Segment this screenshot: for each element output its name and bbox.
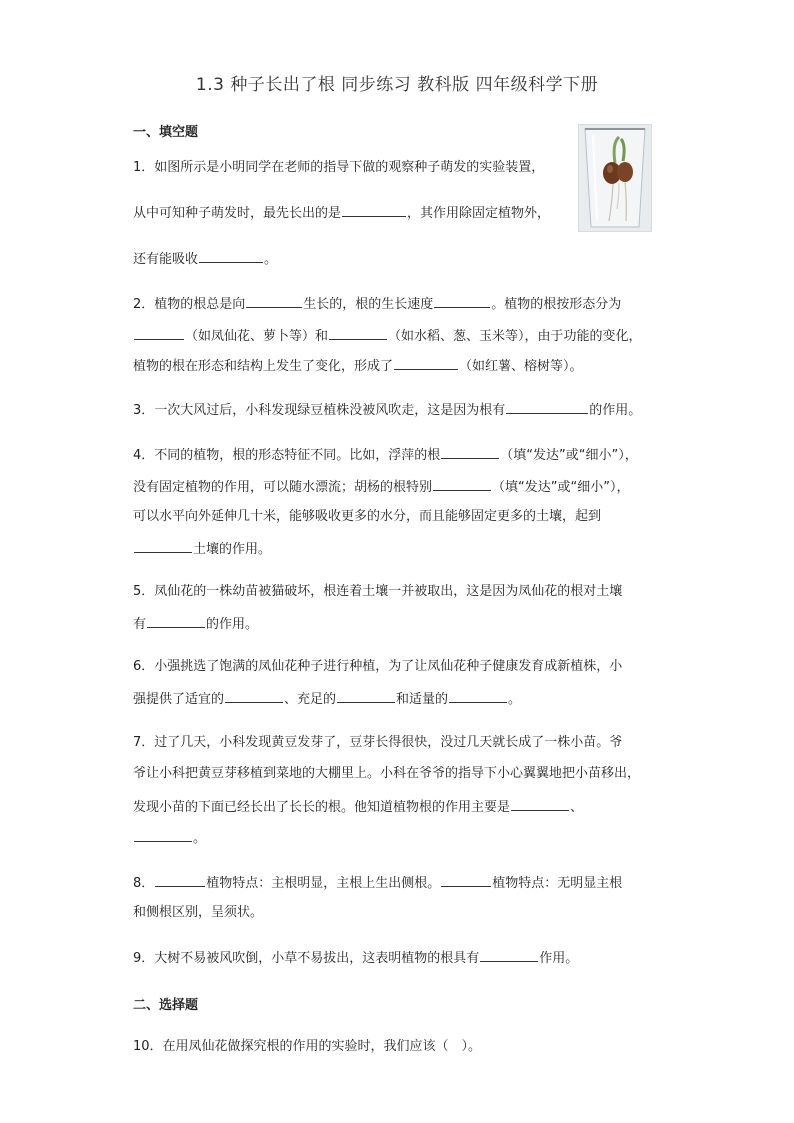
answer-blank[interactable] (246, 295, 302, 308)
answer-blank[interactable] (449, 690, 507, 703)
page-title: 1.3 种子长出了根 同步练习 教科版 四年级科学下册 (195, 75, 599, 95)
answer-blank[interactable] (441, 874, 491, 887)
answer-blank[interactable] (337, 690, 395, 703)
answer-blank[interactable] (480, 949, 538, 962)
answer-blank[interactable] (433, 478, 491, 491)
section-choice: 二、选择题 (133, 998, 199, 1013)
answer-blank[interactable] (134, 829, 192, 842)
answer-blank[interactable] (199, 250, 263, 263)
answer-blank[interactable] (134, 540, 192, 553)
seed-right (617, 162, 633, 182)
answer-blank[interactable] (394, 357, 458, 370)
germination-figure (578, 124, 652, 232)
answer-blank[interactable] (434, 295, 490, 308)
section-fill-blank: 一、填空题 (133, 125, 199, 140)
answer-blank[interactable] (134, 327, 184, 340)
answer-blank[interactable] (342, 204, 406, 217)
answer-blank[interactable] (506, 401, 588, 414)
seed-cup-image (579, 125, 651, 231)
answer-blank[interactable] (511, 798, 569, 811)
answer-blank[interactable] (329, 327, 387, 340)
answer-blank[interactable] (225, 690, 283, 703)
answer-blank[interactable] (155, 874, 205, 887)
answer-blank[interactable] (147, 615, 205, 628)
answer-blank[interactable] (441, 446, 499, 459)
